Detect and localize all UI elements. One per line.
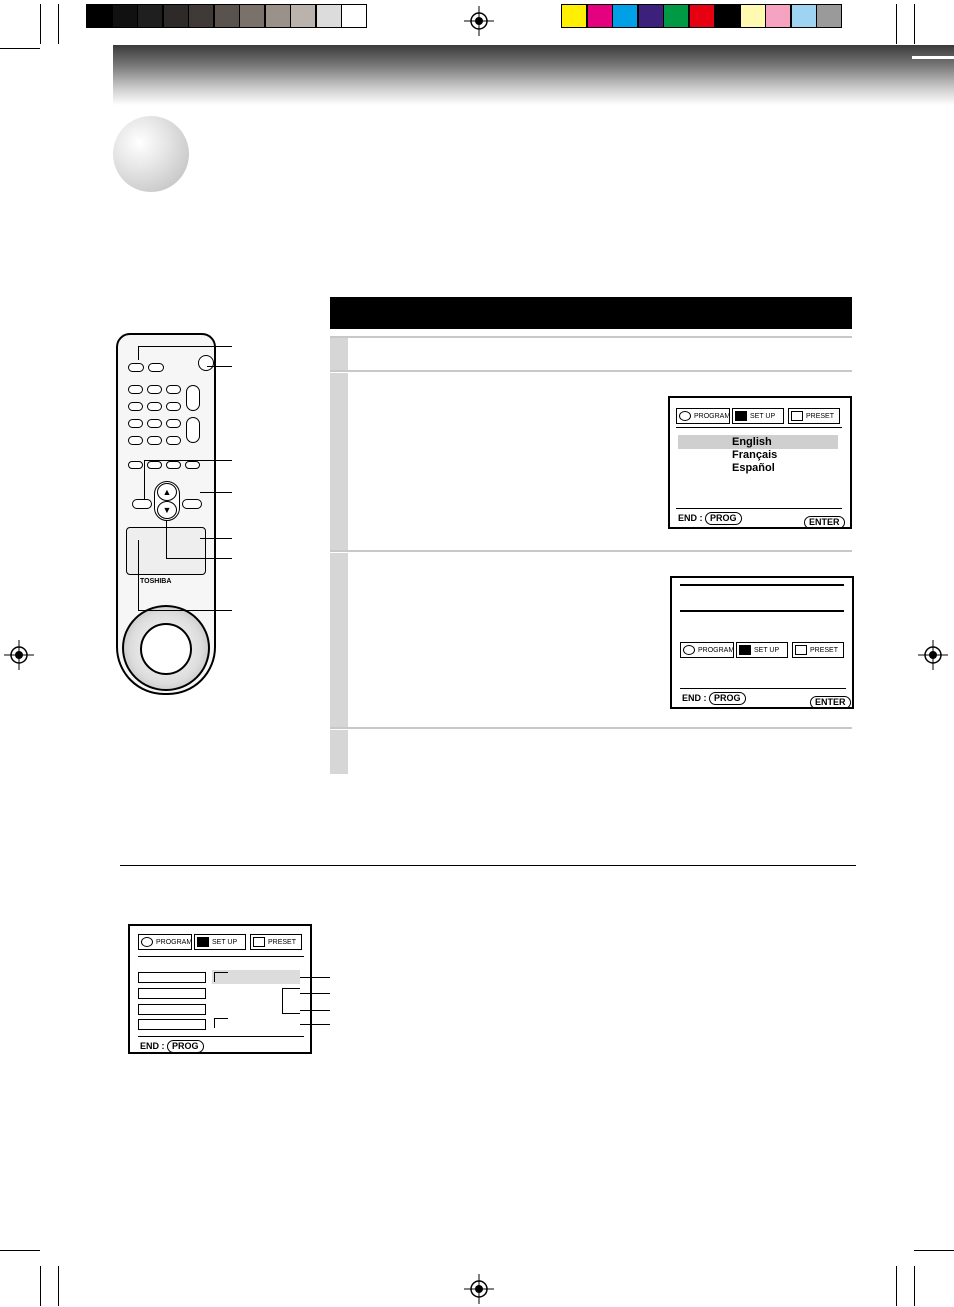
tab-preset: PRESET — [250, 934, 302, 950]
keypad-button — [128, 385, 143, 394]
color-swatch — [638, 4, 664, 28]
bracket — [214, 1018, 228, 1028]
end-label: END : PROG — [140, 1040, 204, 1053]
brand-label: TOSHIBA — [140, 578, 172, 585]
color-swatch — [612, 4, 638, 28]
function-button — [128, 461, 143, 469]
section-badge — [113, 116, 189, 192]
prog-button[interactable]: PROG — [709, 692, 746, 705]
step-divider — [330, 550, 852, 552]
step-divider — [330, 370, 852, 372]
step-divider — [330, 727, 852, 729]
gray-swatch — [137, 4, 163, 28]
color-swatch — [663, 4, 689, 28]
step-3-marker — [330, 553, 348, 727]
down-arrow-icon: ▼ — [157, 501, 177, 519]
header-tick — [912, 56, 954, 59]
osd-language-screen — [668, 396, 852, 529]
language-option-espanol[interactable]: Español — [732, 462, 775, 474]
remote-control — [116, 333, 216, 695]
tab-program: PROGRAM — [676, 408, 730, 424]
gray-swatch — [214, 4, 240, 28]
color-swatch — [816, 4, 842, 28]
field-box — [138, 1019, 206, 1030]
vcr-icon — [735, 411, 747, 421]
osd-program-screen — [128, 924, 312, 1054]
keypad-button — [128, 436, 143, 445]
right-arrow-button — [182, 499, 202, 509]
gray-swatch — [290, 4, 316, 28]
registration-mark-left — [4, 640, 34, 670]
gray-swatch — [316, 4, 342, 28]
enter-button-wrap — [810, 692, 851, 710]
gray-swatch — [188, 4, 214, 28]
tab-setup[interactable]: SET UP — [736, 642, 788, 658]
function-button — [185, 461, 200, 469]
tv-icon — [795, 645, 807, 655]
color-swatch — [587, 4, 613, 28]
field-box — [138, 988, 206, 999]
keypad-button — [166, 419, 181, 428]
step-divider — [330, 336, 852, 338]
jog-dial-inner — [140, 623, 192, 675]
remote-button — [148, 363, 164, 372]
color-swatch — [765, 4, 791, 28]
enter-button-wrap — [804, 512, 845, 530]
language-option-francais[interactable]: Français — [732, 449, 778, 461]
color-swatch — [714, 4, 740, 28]
tab-setup: SET UP — [732, 408, 784, 424]
remote-button — [128, 363, 144, 372]
keypad-button — [128, 419, 143, 428]
keypad-button — [147, 402, 162, 411]
clock-icon — [141, 937, 153, 947]
vcr-icon — [739, 645, 751, 655]
keypad-button — [166, 385, 181, 394]
function-button — [147, 461, 162, 469]
tab-setup: SET UP — [194, 934, 246, 950]
vcr-icon — [197, 937, 209, 947]
tv-icon — [791, 411, 803, 421]
tv-icon — [253, 937, 265, 947]
gray-swatch — [239, 4, 265, 28]
bracket — [282, 988, 300, 1014]
registration-mark-bottom — [464, 1274, 494, 1304]
function-button — [166, 461, 181, 469]
color-swatch — [740, 4, 766, 28]
gray-swatch — [163, 4, 189, 28]
clock-icon — [683, 645, 695, 655]
keypad-button — [166, 402, 181, 411]
left-arrow-button — [132, 499, 152, 509]
gray-swatch — [112, 4, 138, 28]
prog-button[interactable]: PROG — [705, 512, 742, 525]
end-label: END : PROG — [678, 512, 742, 525]
step-4-marker — [330, 730, 348, 774]
color-swatch — [791, 4, 817, 28]
registration-mark-top — [464, 6, 494, 36]
bracket — [214, 972, 228, 982]
registration-mark-right — [918, 640, 948, 670]
header-band — [113, 45, 954, 105]
gray-swatch — [265, 4, 291, 28]
power-button — [198, 355, 214, 371]
channel-rocker — [186, 385, 200, 411]
tab-preset[interactable]: PRESET — [792, 642, 844, 658]
field-box — [138, 1004, 206, 1015]
enter-button[interactable]: ENTER — [804, 516, 845, 529]
color-swatch — [561, 4, 587, 28]
keypad-button — [128, 402, 143, 411]
enter-button[interactable]: ENTER — [810, 696, 851, 709]
steps-header-bar — [330, 297, 852, 329]
language-option-english[interactable]: English — [732, 436, 772, 448]
tab-program[interactable]: PROGRAM — [680, 642, 734, 658]
tab-preset: PRESET — [788, 408, 840, 424]
end-label: END : PROG — [682, 692, 746, 705]
up-arrow-icon: ▲ — [157, 483, 177, 501]
keypad-button — [147, 385, 162, 394]
keypad-button — [166, 436, 181, 445]
keypad-button — [147, 436, 162, 445]
osd-menu-screen — [670, 576, 854, 709]
color-swatch — [689, 4, 715, 28]
gray-swatch — [341, 4, 367, 28]
gray-swatch — [86, 4, 112, 28]
keypad-button — [147, 419, 162, 428]
tab-program: PROGRAM — [138, 934, 192, 950]
volume-rocker — [186, 417, 200, 443]
field-box — [138, 972, 206, 983]
step-1-marker — [330, 336, 348, 370]
prog-button[interactable]: PROG — [167, 1040, 204, 1053]
section-separator — [120, 865, 856, 866]
clock-icon — [679, 411, 691, 421]
step-2-marker — [330, 373, 348, 551]
